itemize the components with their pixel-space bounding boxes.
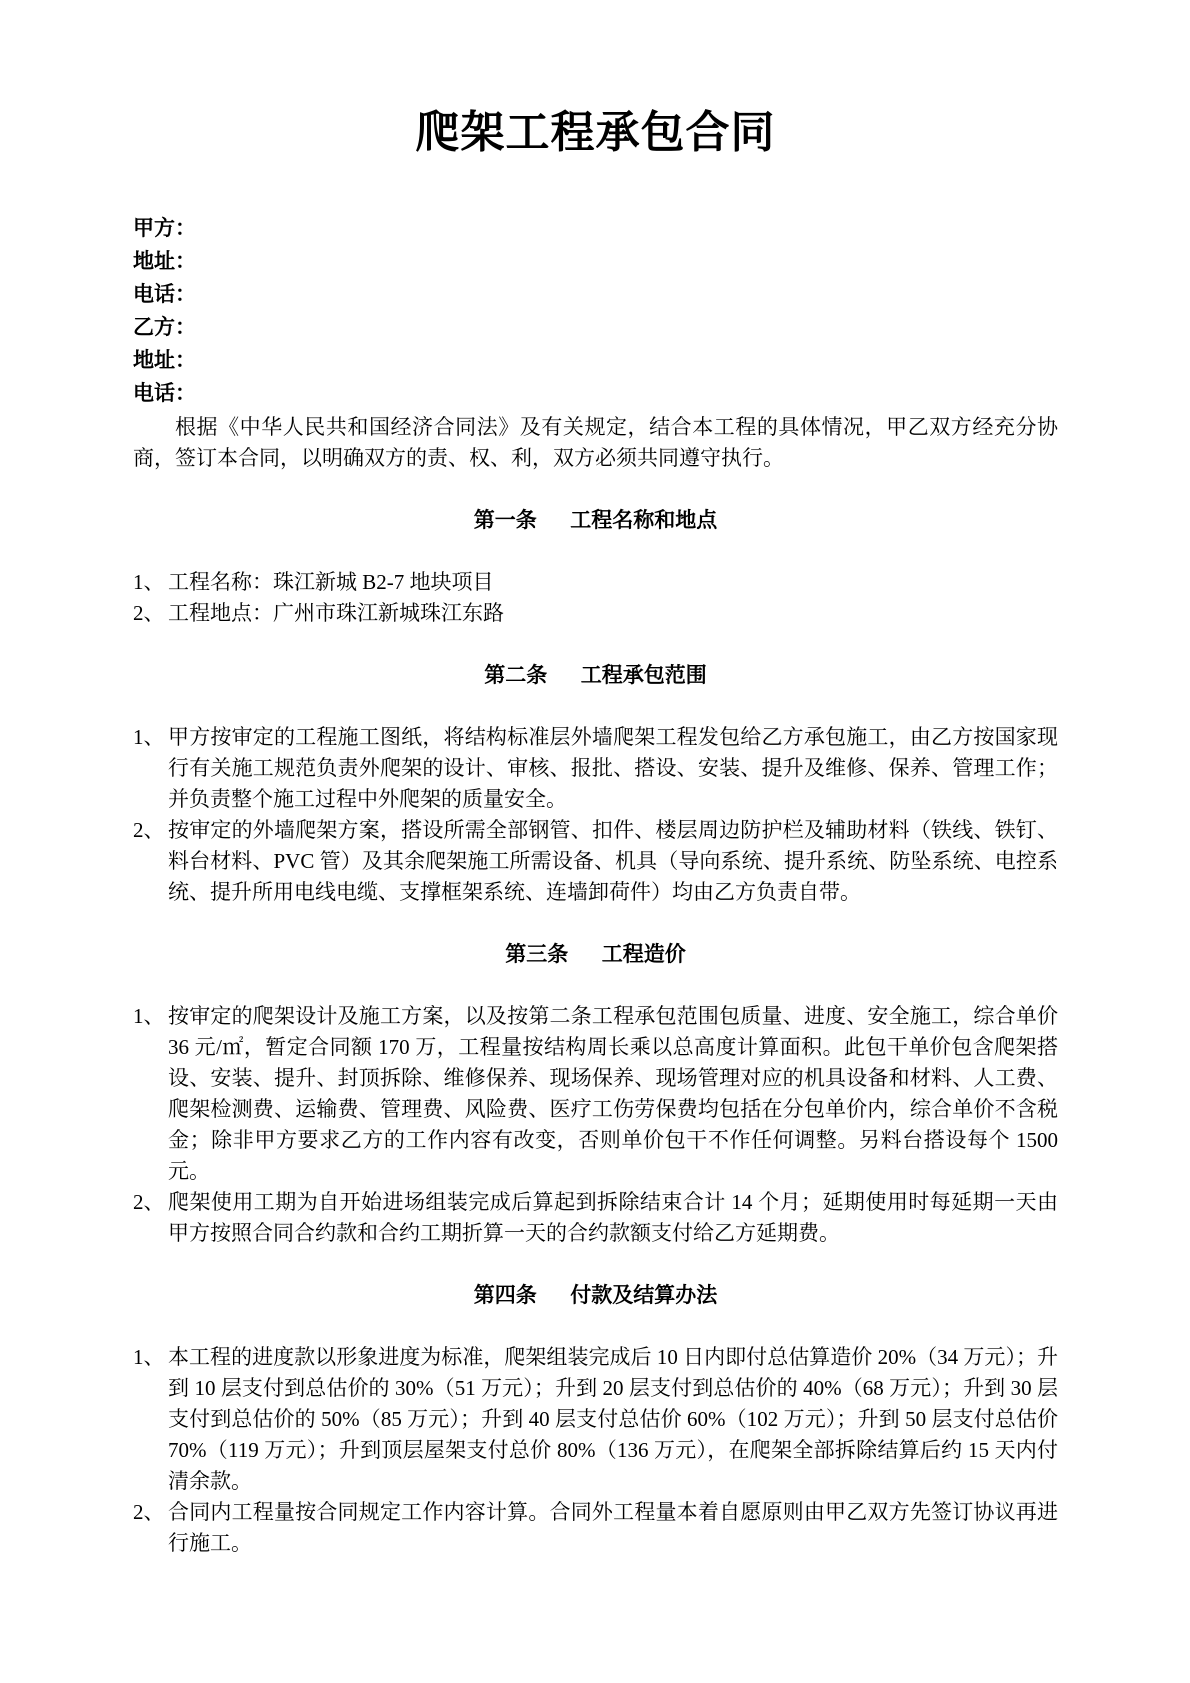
- item-text: 合同内工程量按合同规定工作内容计算。合同外工程量本着自愿原则由甲乙双方先签订协议再进行施工。: [168, 1500, 1058, 1555]
- section-4-title: 付款及结算办法: [570, 1283, 718, 1307]
- section-1-title: 工程名称和地点: [570, 508, 718, 532]
- section-4-number: 第四条: [473, 1283, 537, 1307]
- item-number: 2、: [133, 1190, 165, 1214]
- item-text: 工程名称：珠江新城 B2-7 地块项目: [168, 570, 494, 594]
- item-text: 爬架使用工期为自开始进场组装完成后算起到拆除结束合计 14 个月；延期使用时每延期一天由甲方按照合同合约款和合约工期折算一天的合约款额支付给乙方延期费。: [168, 1190, 1058, 1245]
- item-number: 2、: [133, 818, 165, 842]
- list-item: [133, 1001, 1058, 1187]
- party-a-address-label: 地址：: [133, 249, 196, 273]
- party-a-label: 甲方：: [133, 216, 196, 240]
- party-b-address-label: 地址：: [133, 348, 196, 372]
- section-project-cost: [133, 939, 1058, 1249]
- item-number: 2、: [133, 601, 165, 625]
- item-number: 1、: [133, 1345, 165, 1369]
- section-payment-settlement: [133, 1280, 1058, 1559]
- party-info-block: [133, 212, 1058, 410]
- section-contract-scope: [133, 660, 1058, 908]
- party-a-phone-label: 电话：: [133, 282, 196, 306]
- preamble-paragraph: 根据《中华人民共和国经济合同法》及有关规定，结合本工程的具体情况，甲乙双方经充分协商，签订本合同，以明确双方的责、权、利，双方必须共同遵守执行。: [133, 415, 1058, 470]
- item-text: 本工程的进度款以形象进度为标准，爬架组装完成后 10 日内即付总估算造价 20%（34 万元）；升到 10 层支付到总估价的 30%（51 万元）；升到 20 层支付到总估价的 40%（68 万元）；升到 30 层支付到总估价的 50%（85 万元）；升到 40 层支付总估价 60%（102 万元）；升到 50 层支付总估价 70%（119 万元）；升到顶层屋架支付总价 80%（136 万元），在爬架全部拆除结算后约 15 天内付清余款。: [168, 1345, 1058, 1493]
- list-item: [133, 1497, 1058, 1559]
- section-3-title: 工程造价: [601, 942, 686, 966]
- section-3-heading: [133, 939, 1058, 970]
- section-2-heading: [133, 660, 1058, 691]
- section-project-name-location: [133, 505, 1058, 629]
- item-text: 按审定的爬架设计及施工方案，以及按第二条工程承包范围包质量、进度、安全施工，综合单价 36 元/㎡，暂定合同额 170 万，工程量按结构周长乘以总高度计算面积。此包干单价包含爬架搭设、安装、提升、封顶拆除、维修保养、现场保养、现场管理对应的机具设备和材料、人工费、爬架检测费、运输费、管理费、风险费、医疗工伤劳保费均包括在分包单价内，综合单价不含税金；除非甲方要求乙方的工作内容有改变，否则单价包干不作任何调整。另料台搭设每个 1500 元。: [168, 1004, 1058, 1183]
- list-item: [133, 815, 1058, 908]
- item-number: 1、: [133, 725, 165, 749]
- party-b-label: 乙方：: [133, 315, 196, 339]
- list-item: [133, 722, 1058, 815]
- item-number: 2、: [133, 1500, 165, 1524]
- section-2-number: 第二条: [484, 663, 548, 687]
- item-text: 工程地点：广州市珠江新城珠江东路: [168, 601, 504, 625]
- list-item: [133, 1342, 1058, 1497]
- item-number: 1、: [133, 570, 165, 594]
- list-item: [133, 567, 1058, 598]
- item-number: 1、: [133, 1004, 165, 1028]
- document-title: 爬架工程承包合同: [415, 108, 776, 157]
- section-2-title: 工程承包范围: [580, 663, 707, 687]
- list-item: [133, 598, 1058, 629]
- item-text: 甲方按审定的工程施工图纸，将结构标准层外墙爬架工程发包给乙方承包施工，由乙方按国家现行有关施工规范负责外爬架的设计、审核、报批、搭设、安装、提升及维修、保养、管理工作；并负责整个施工过程中外爬架的质量安全。: [168, 725, 1058, 811]
- section-1-number: 第一条: [473, 508, 537, 532]
- section-4-heading: [133, 1280, 1058, 1311]
- section-1-heading: [133, 505, 1058, 536]
- section-3-number: 第三条: [505, 942, 569, 966]
- item-text: 按审定的外墙爬架方案，搭设所需全部钢管、扣件、楼层周边防护栏及辅助材料（铁线、铁钉、料台材料、PVC 管）及其余爬架施工所需设备、机具（导向系统、提升系统、防坠系统、电控系统、提升所用电线电缆、支撑框架系统、连墙卸荷件）均由乙方负责自带。: [168, 818, 1058, 904]
- list-item: [133, 1187, 1058, 1249]
- party-b-phone-label: 电话：: [133, 381, 196, 405]
